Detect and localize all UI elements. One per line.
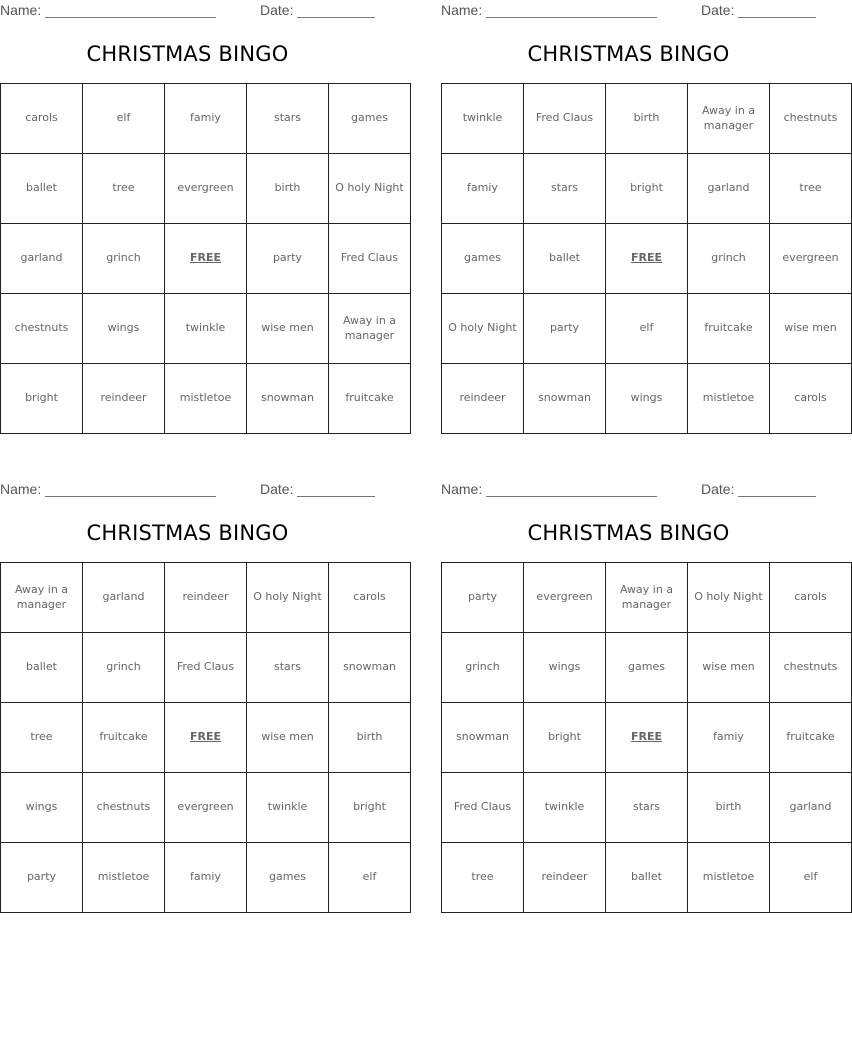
bingo-cell: mistletoe — [688, 843, 770, 913]
bingo-cell: snowman — [247, 364, 329, 434]
bingo-cell: stars — [606, 773, 688, 843]
bingo-cell: elf — [606, 294, 688, 364]
bingo-cell: wings — [606, 364, 688, 434]
bingo-cell: elf — [83, 84, 165, 154]
bingo-cell: elf — [770, 843, 852, 913]
bingo-row — [1, 364, 411, 434]
bingo-row — [442, 773, 852, 843]
bingo-cell: garland — [83, 563, 165, 633]
bingo-cell: famiy — [688, 703, 770, 773]
bingo-cell: mistletoe — [688, 364, 770, 434]
bingo-row — [442, 154, 852, 224]
bingo-row — [1, 563, 411, 633]
bingo-cell: tree — [1, 703, 83, 773]
bingo-cell: grinch — [442, 633, 524, 703]
bingo-cell: tree — [83, 154, 165, 224]
date-blank-line — [738, 17, 816, 18]
bingo-cell: chestnuts — [83, 773, 165, 843]
bingo-cell: evergreen — [524, 563, 606, 633]
bingo-cell: stars — [247, 633, 329, 703]
bingo-cell: evergreen — [165, 154, 247, 224]
card-header — [0, 0, 375, 20]
bingo-cell: bright — [606, 154, 688, 224]
bingo-row — [442, 364, 852, 434]
bingo-cell: garland — [770, 773, 852, 843]
bingo-row — [442, 224, 852, 294]
bingo-cell: garland — [1, 224, 83, 294]
bingo-row — [442, 563, 852, 633]
name-label: Name: — [441, 481, 483, 497]
bingo-cell: carols — [770, 364, 852, 434]
bingo-cell: bright — [329, 773, 411, 843]
bingo-cell: birth — [606, 84, 688, 154]
bingo-cell: party — [247, 224, 329, 294]
card-title: CHRISTMAS BINGO — [527, 42, 730, 66]
bingo-cell: evergreen — [165, 773, 247, 843]
bingo-cell: twinkle — [524, 773, 606, 843]
bingo-cell: Away in a manager — [688, 84, 770, 154]
bingo-cell: chestnuts — [770, 84, 852, 154]
date-label: Date: — [701, 2, 735, 18]
bingo-cell: mistletoe — [165, 364, 247, 434]
bingo-cell: tree — [770, 154, 852, 224]
bingo-cell: mistletoe — [83, 843, 165, 913]
bingo-row — [442, 843, 852, 913]
bingo-cell: fruitcake — [329, 364, 411, 434]
card-title: CHRISTMAS BINGO — [86, 521, 289, 545]
bingo-row — [442, 633, 852, 703]
name-label: Name: — [0, 2, 42, 18]
card-header — [441, 479, 816, 499]
date-label: Date: — [260, 481, 294, 497]
card-title: CHRISTMAS BINGO — [527, 521, 730, 545]
bingo-cell: grinch — [83, 224, 165, 294]
bingo-cell: birth — [247, 154, 329, 224]
bingo-cell: Fred Claus — [524, 84, 606, 154]
bingo-cell: ballet — [606, 843, 688, 913]
bingo-cell: fruitcake — [770, 703, 852, 773]
bingo-cell: snowman — [442, 703, 524, 773]
bingo-cell: games — [442, 224, 524, 294]
bingo-cell: twinkle — [247, 773, 329, 843]
bingo-cell: reindeer — [83, 364, 165, 434]
bingo-cell: evergreen — [770, 224, 852, 294]
bingo-cell: party — [442, 563, 524, 633]
bingo-cell: Away in a manager — [606, 563, 688, 633]
bingo-row — [1, 773, 411, 843]
name-blank-line — [45, 496, 216, 497]
bingo-cell: Fred Claus — [442, 773, 524, 843]
bingo-cell: fruitcake — [688, 294, 770, 364]
bingo-cell: garland — [688, 154, 770, 224]
bingo-cell: grinch — [688, 224, 770, 294]
date-blank-line — [297, 17, 375, 18]
bingo-cell: chestnuts — [1, 294, 83, 364]
bingo-row — [1, 703, 411, 773]
bingo-row — [1, 84, 411, 154]
bingo-row — [442, 703, 852, 773]
bingo-cell: twinkle — [442, 84, 524, 154]
bingo-cell: reindeer — [442, 364, 524, 434]
bingo-cell: snowman — [524, 364, 606, 434]
card-header — [0, 479, 375, 499]
bingo-cell: Fred Claus — [329, 224, 411, 294]
name-label: Name: — [441, 2, 483, 18]
bingo-cell: reindeer — [524, 843, 606, 913]
bingo-cell: carols — [329, 563, 411, 633]
date-blank-line — [738, 496, 816, 497]
bingo-cell: carols — [770, 563, 852, 633]
bingo-cell: famiy — [165, 84, 247, 154]
bingo-cell: reindeer — [165, 563, 247, 633]
bingo-grid — [441, 83, 852, 434]
bingo-cell: wise men — [770, 294, 852, 364]
bingo-cell: O holy Night — [247, 563, 329, 633]
bingo-cell: wise men — [247, 294, 329, 364]
bingo-cell: chestnuts — [770, 633, 852, 703]
bingo-cell: games — [329, 84, 411, 154]
bingo-cell: wise men — [247, 703, 329, 773]
name-blank-line — [486, 17, 657, 18]
bingo-row — [1, 224, 411, 294]
bingo-cell: O holy Night — [329, 154, 411, 224]
bingo-cell: party — [1, 843, 83, 913]
bingo-cell: bright — [1, 364, 83, 434]
bingo-cell: Away in a manager — [1, 563, 83, 633]
bingo-row — [442, 84, 852, 154]
bingo-cell: carols — [1, 84, 83, 154]
free-space-cell: FREE — [165, 703, 247, 773]
bingo-grid — [441, 562, 852, 913]
bingo-cell: birth — [688, 773, 770, 843]
bingo-cell: famiy — [165, 843, 247, 913]
bingo-cell: party — [524, 294, 606, 364]
bingo-row — [1, 633, 411, 703]
name-blank-line — [45, 17, 216, 18]
bingo-cell: snowman — [329, 633, 411, 703]
card-title: CHRISTMAS BINGO — [86, 42, 289, 66]
bingo-cell: twinkle — [165, 294, 247, 364]
name-blank-line — [486, 496, 657, 497]
bingo-cell: games — [247, 843, 329, 913]
date-blank-line — [297, 496, 375, 497]
bingo-cell: wings — [1, 773, 83, 843]
bingo-row — [1, 843, 411, 913]
bingo-row — [1, 154, 411, 224]
free-space-cell: FREE — [606, 224, 688, 294]
bingo-cell: birth — [329, 703, 411, 773]
bingo-cell: stars — [524, 154, 606, 224]
free-space-cell: FREE — [606, 703, 688, 773]
bingo-cell: ballet — [524, 224, 606, 294]
bingo-cell: Fred Claus — [165, 633, 247, 703]
bingo-cell: famiy — [442, 154, 524, 224]
name-label: Name: — [0, 481, 42, 497]
bingo-cell: O holy Night — [442, 294, 524, 364]
bingo-cell: elf — [329, 843, 411, 913]
bingo-cell: Away in a manager — [329, 294, 411, 364]
card-header — [441, 0, 816, 20]
bingo-cell: games — [606, 633, 688, 703]
bingo-cell: O holy Night — [688, 563, 770, 633]
bingo-cell: grinch — [83, 633, 165, 703]
bingo-cell: ballet — [1, 633, 83, 703]
bingo-cell: wise men — [688, 633, 770, 703]
date-label: Date: — [701, 481, 735, 497]
bingo-cell: wings — [524, 633, 606, 703]
bingo-cell: bright — [524, 703, 606, 773]
bingo-cell: stars — [247, 84, 329, 154]
date-label: Date: — [260, 2, 294, 18]
bingo-cell: fruitcake — [83, 703, 165, 773]
bingo-cell: ballet — [1, 154, 83, 224]
bingo-cell: wings — [83, 294, 165, 364]
free-space-cell: FREE — [165, 224, 247, 294]
bingo-grid — [0, 83, 411, 434]
bingo-row — [1, 294, 411, 364]
bingo-row — [442, 294, 852, 364]
bingo-cell: tree — [442, 843, 524, 913]
bingo-grid — [0, 562, 411, 913]
